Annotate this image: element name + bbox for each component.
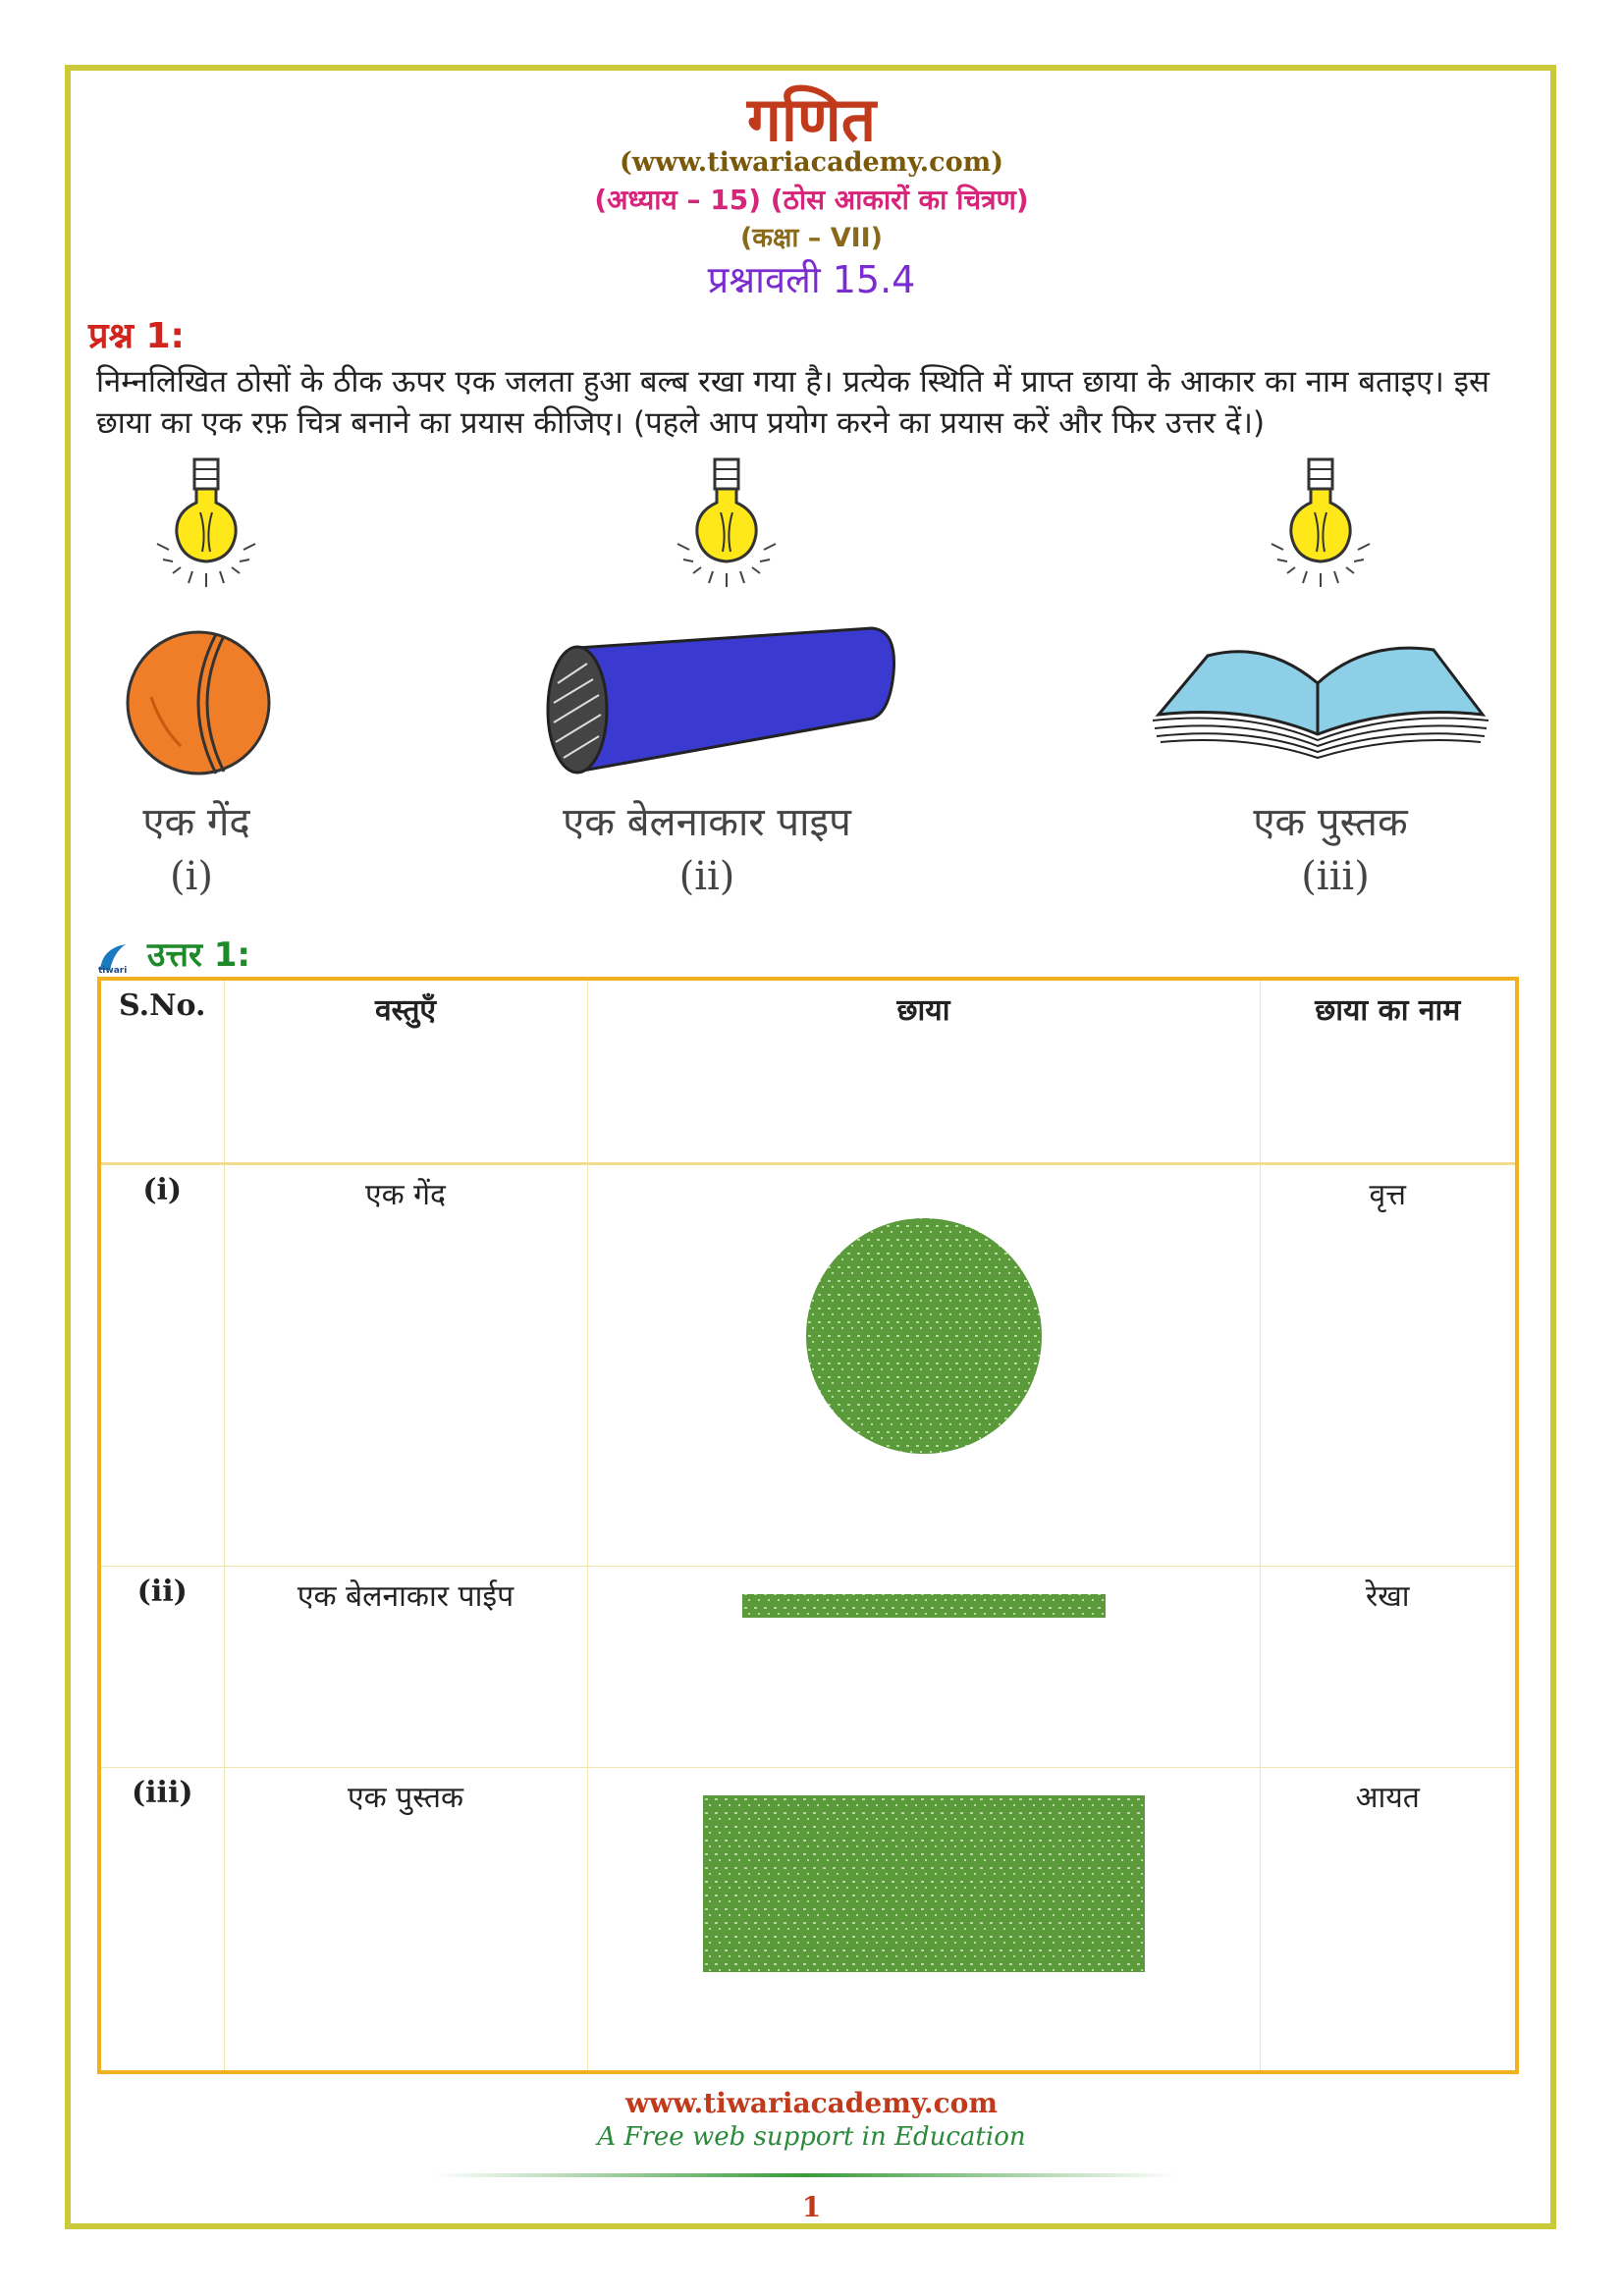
- tiwari-logo-icon: [96, 940, 130, 974]
- answer-label: उत्तर 1:: [146, 935, 250, 975]
- figure-caption-ball: एक गेंद: [142, 800, 250, 845]
- page-title: गणित: [746, 83, 877, 155]
- question-text: निम्नलिखित ठोसों के ठीक ऊपर एक जलता हुआ बल्ब रखा गया है। प्रत्येक स्थिति में प्राप्त छाया के आकार का नाम बताइए। इस छाया का एक रफ़ चित्र बनाने का प्रयास कीजिए। (पहले आप प्रयोग करने का प्रयास करें और फिर उत्तर दें।): [96, 364, 1489, 441]
- bulb-icon: [118, 454, 295, 611]
- chapter-title: (अध्याय – 15) (ठोस आकारों का चित्रण): [594, 184, 1029, 216]
- row-shadow-cell: [587, 1567, 1260, 1768]
- row-sno: (i): [99, 1164, 224, 1567]
- row-shadow-name: वृत्त: [1260, 1164, 1517, 1567]
- header-site: (www.tiwariacademy.com): [620, 147, 1003, 178]
- logo-text: tiwari: [98, 965, 128, 974]
- row-sno: (iii): [99, 1768, 224, 2072]
- row-sno: (ii): [99, 1567, 224, 1768]
- book-image: [1149, 636, 1492, 764]
- row-object: एक बेलनाकार पाईप: [224, 1567, 587, 1768]
- table-row: [99, 1768, 1517, 2072]
- figure-numeral-2: (ii): [678, 854, 735, 899]
- row-shadow-cell: [587, 1164, 1260, 1567]
- question-label: प्रश्न 1:: [88, 316, 185, 356]
- row-shadow-name: आयत: [1260, 1768, 1517, 2072]
- header-shadow: छाया: [587, 979, 1260, 1164]
- answer-label-row: [96, 931, 250, 976]
- figure-caption-book: एक पुस्तक: [1253, 800, 1408, 845]
- line-shadow-image: [742, 1590, 1106, 1620]
- answer-table: [97, 977, 1519, 2074]
- page-number: 1: [801, 2191, 822, 2223]
- row-object: एक गेंद: [224, 1164, 587, 1567]
- row-object: एक पुस्तक: [224, 1768, 587, 2072]
- figure-caption-pipe: एक बेलनाकार पाइप: [563, 800, 851, 845]
- header-sno: S.No.: [99, 979, 224, 1164]
- table-header-row: [99, 979, 1517, 1164]
- footer-divider: [432, 2173, 1178, 2177]
- table-row: [99, 1164, 1517, 1567]
- footer-tagline: A Free web support in Education: [597, 2122, 1026, 2152]
- circle-shadow-image: [796, 1208, 1052, 1464]
- table-row: [99, 1567, 1517, 1768]
- header-shadow-name: छाया का नाम: [1260, 979, 1517, 1164]
- bulb-icon: [1232, 454, 1409, 611]
- exercise-title: प्रश्नावली 15.4: [707, 258, 916, 301]
- class-label: (कक्षा – VII): [739, 223, 884, 253]
- cylinder-pipe-image: [538, 624, 901, 781]
- row-shadow-cell: [587, 1768, 1260, 2072]
- header-object: वस्तुएँ: [224, 979, 587, 1164]
- ball-image: [122, 628, 275, 777]
- figure-numeral-1: (i): [169, 854, 213, 899]
- row-shadow-name: रेखा: [1260, 1567, 1517, 1768]
- rectangle-shadow-image: [703, 1795, 1145, 1977]
- figure-numeral-3: (iii): [1301, 854, 1370, 899]
- bulb-icon: [638, 454, 815, 611]
- footer-site: www.tiwariacademy.com: [625, 2087, 998, 2119]
